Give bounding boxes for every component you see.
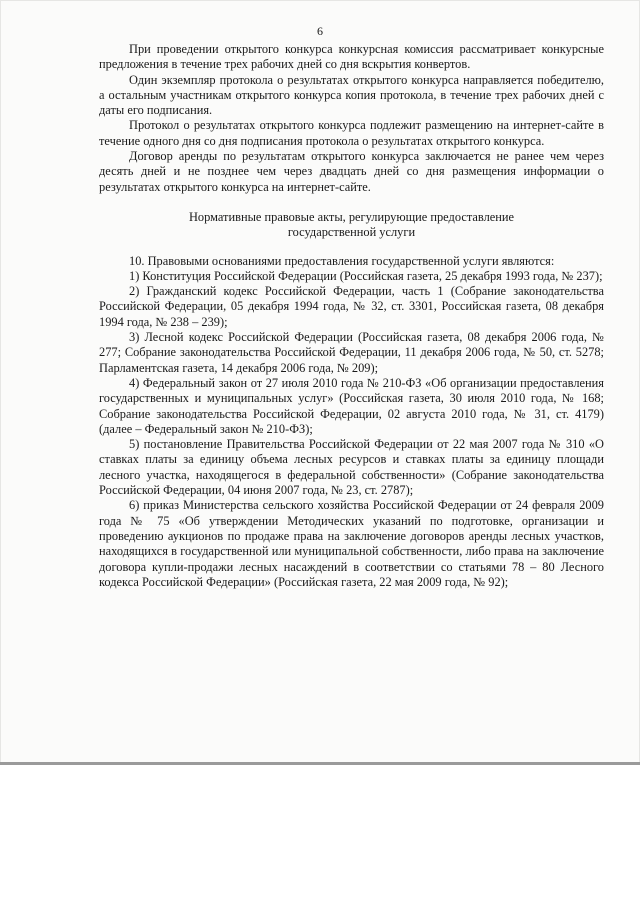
legal-act-item-3: 3) Лесной кодекс Российской Федерации (Российская газета, 08 декабря 2006 года, № 277; Собрание законодательства Российской Федерации, 11 декабря 2006 года, № 50, ст. 5278; Парламентская газета, 14 декабря 2006 года, № 209); [99,330,604,375]
page-number: 6 [317,24,323,38]
section-heading [99,210,604,241]
paragraph-protocol-copy: Один экземпляр протокола о результатах открытого конкурса направляется победителю, а остальным участникам открытого конкурса копия протокола, в течение трех рабочих дней с даты его подписания. [99,72,604,118]
section-heading-line-1: Нормативные правовые акты, регулирующие предоставление [188,209,515,224]
paragraph-protocol-publication: Протокол о результатах открытого конкурса подлежит размещению на интернет-сайте в течение одного дня со дня подписания протокола о результатах открытого конкурса. [99,118,604,148]
paragraph-lease-contract: Договор аренды по результатам открытого конкурса заключается не ранее чем через десять дней и не позднее чем через двадцать дней со дня размещения информации о результатах открытого конкурса на интернет-сайте. [99,149,604,194]
legal-act-item-4: 4) Федеральный закон от 27 июля 2010 года № 210-ФЗ «Об организации предоставления государственных и муниципальных услуг» (Российская газета, 30 июля 2010 года, № 168; Собрание законодательства Российской Федерации, 02 августа 2010 года, № 31, ст. 4179) (далее – Федеральный закон № 210-ФЗ); [99,375,604,436]
section-heading-line-2: государственной услуги [287,225,416,240]
legal-act-item-5: 5) постановление Правительства Российской Федерации от 22 мая 2007 года № 310 «О ставках платы за единицу объема лесных ресурсов и ставках платы за единицу площади лесного участка, находящегося в федеральной собственности» (Собрание законодательства Российской Федерации, 04 июня 2007 года, № 23, ст. 2787); [99,437,604,498]
legal-act-item-6: 6) приказ Министерства сельского хозяйства Российской Федерации от 24 февраля 2009 года № 75 «Об утверждении Методических указаний по подготовке, организации и проведению аукционов по продаже права на заключение договоров аренды лесных участков, находящихся в государственной или муниципальной собственности, либо права на заключение договора купли-продажи лесных насаждений в соответствии со статьями 78 – 80 Лесного кодекса Российской Федерации» (Российская газета, 22 мая 2009 года, № 92); [99,498,604,589]
paragraph-commission-review: При проведении открытого конкурса конкурсная комиссия рассматривает конкурсные предложения в течение трех рабочих дней со дня вскрытия конвертов. [99,42,604,72]
clause-10-intro: 10. Правовыми основаниями предоставления государственной услуги являются: [129,253,555,268]
legal-act-item-1: 1) Конституция Российской Федерации (Российская газета, 25 декабря 1993 года, № 237); [129,268,603,283]
legal-act-item-2: 2) Гражданский кодекс Российской Федерации, часть 1 (Собрание законодательства Российской Федерации, 05 декабря 1994 года, № 32, ст. 3301, Российская газета, 08 декабря 1994 года, № 238 – 239); [99,284,604,329]
document-body [99,42,604,590]
